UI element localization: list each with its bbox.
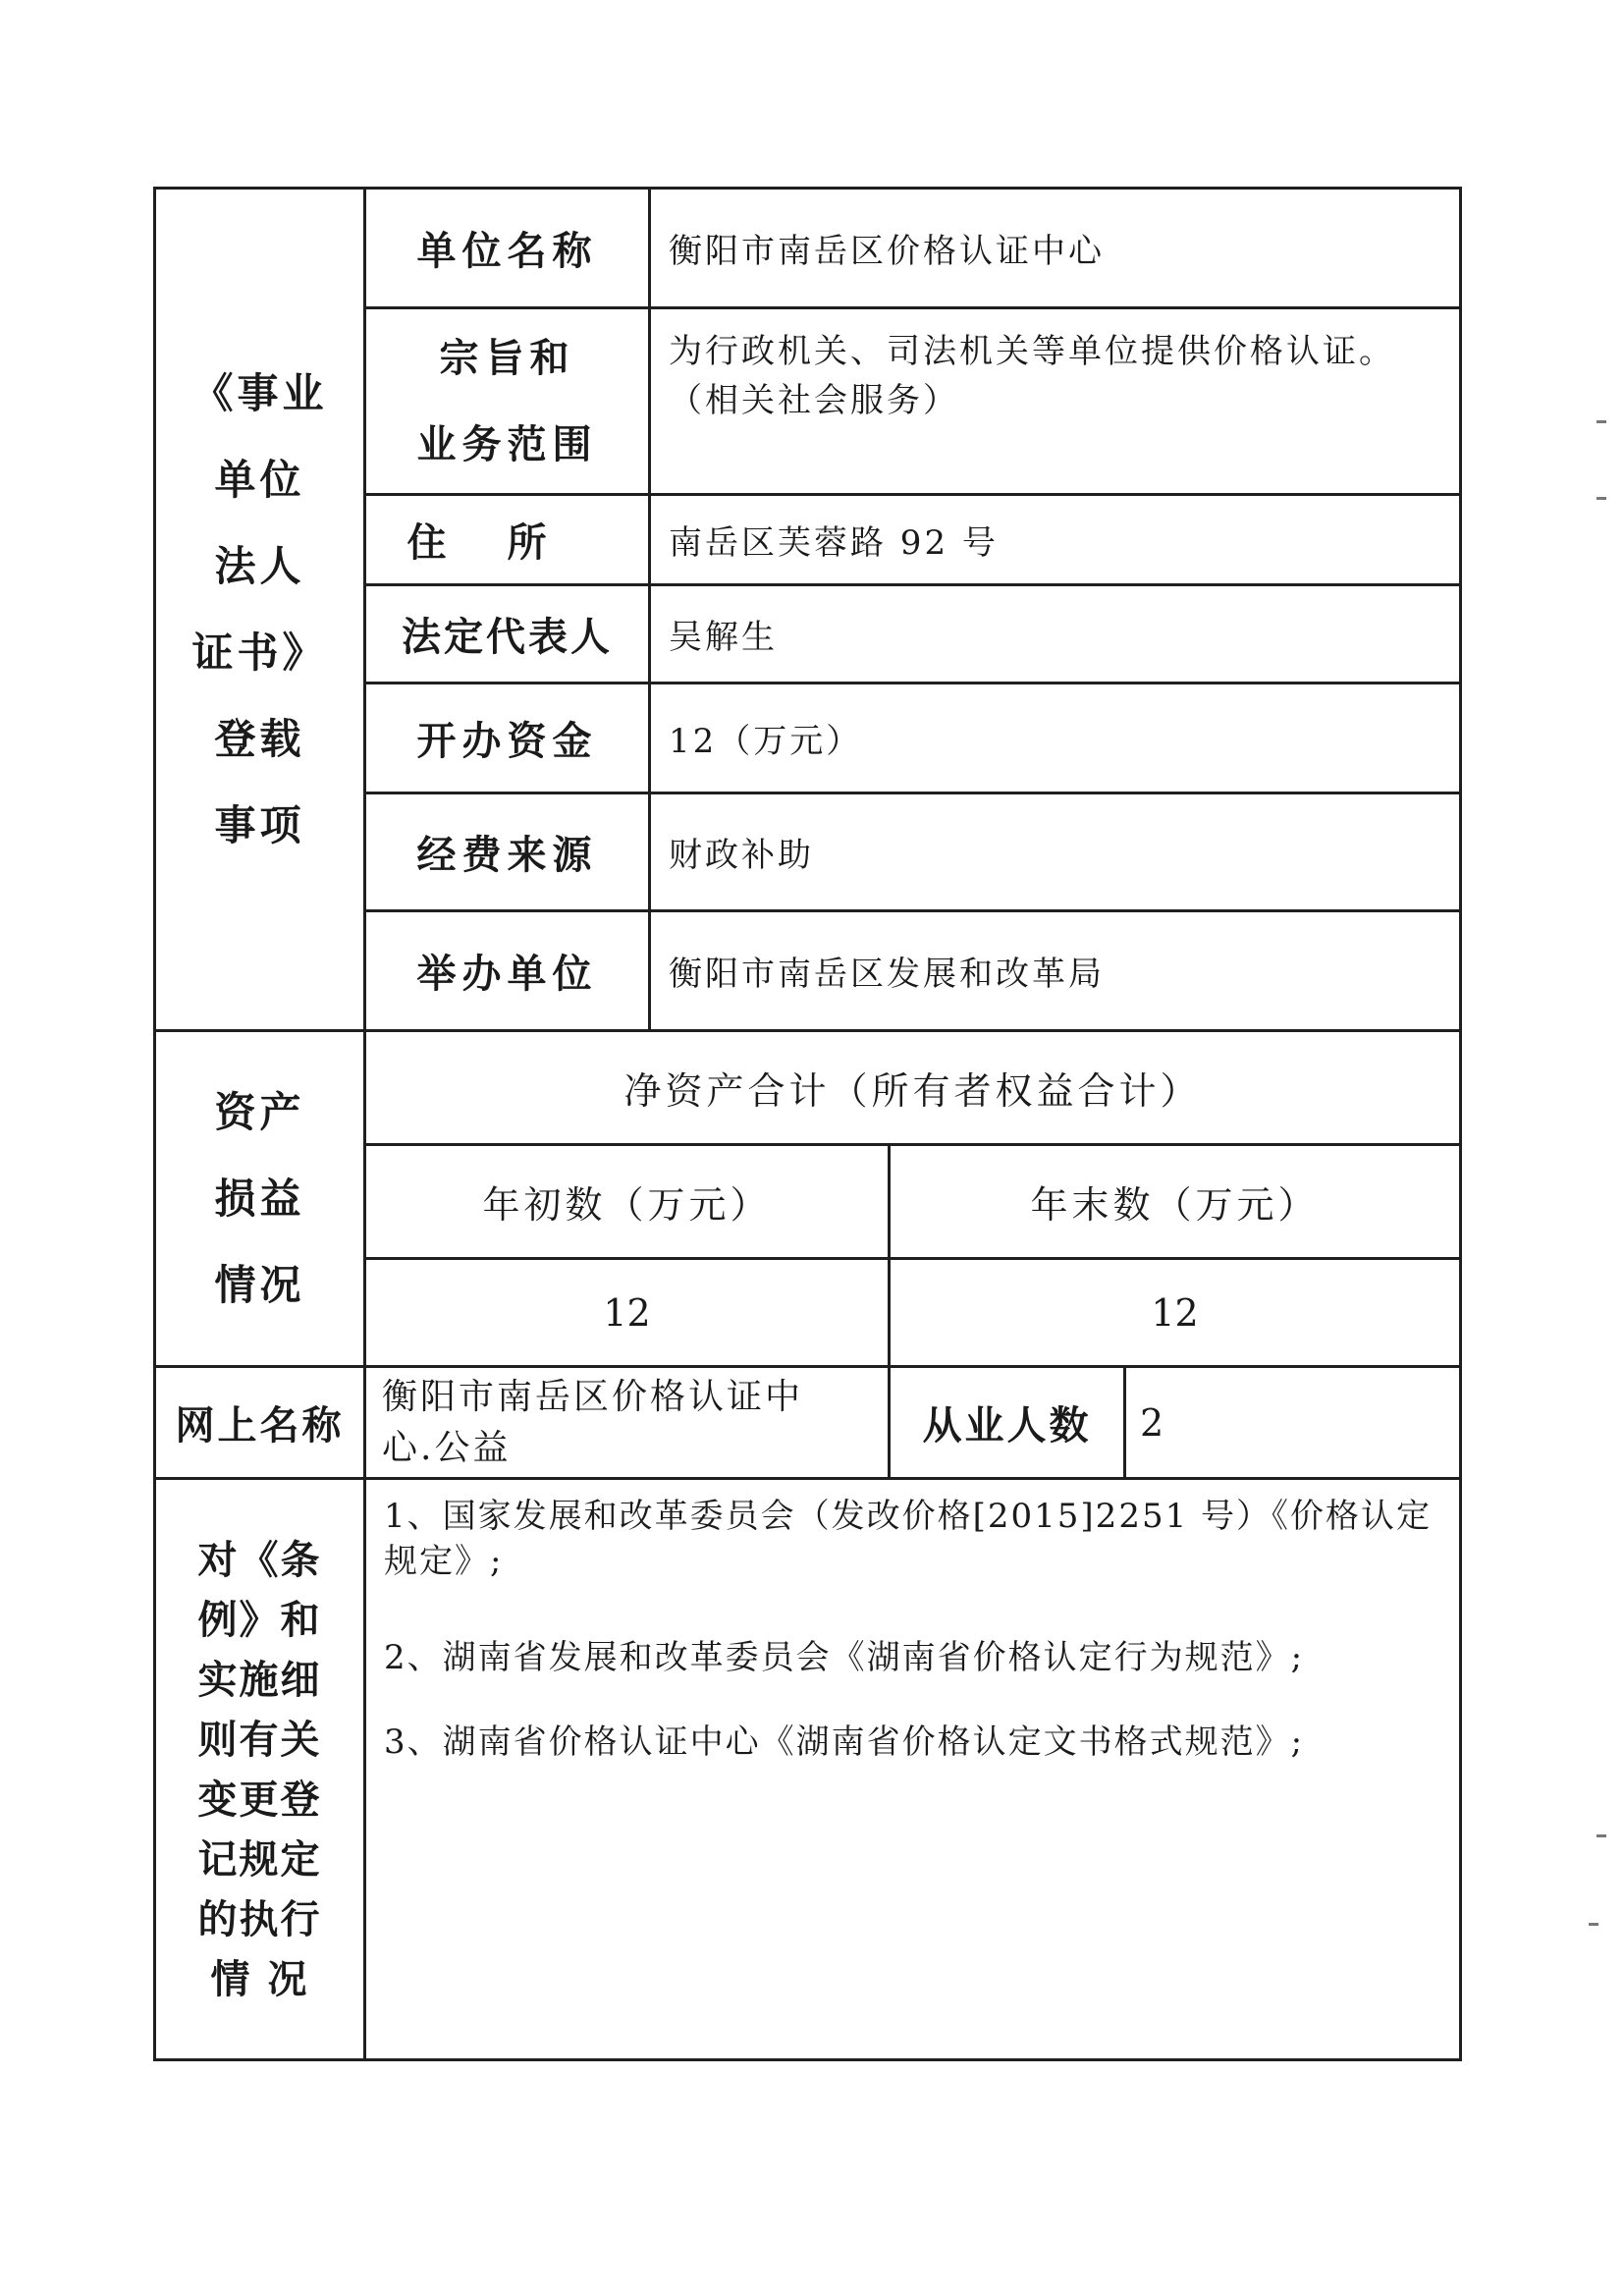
assets-section-title [155, 1031, 365, 1367]
end-year-label: 年末数（万元） [890, 1145, 1461, 1259]
scan-mark [1597, 1834, 1606, 1837]
value-legal-rep: 吴解生 [650, 585, 1461, 683]
title-line: 损益 [214, 1174, 305, 1223]
registration-section-title [155, 189, 365, 1031]
label-address: 住所 [365, 495, 650, 585]
title-line: 情况 [214, 1260, 305, 1309]
label-line: 业务范围 [416, 420, 598, 467]
title-line: 则有关 [197, 1716, 322, 1763]
label-purpose-scope [365, 308, 650, 495]
row-online-name [155, 1367, 1461, 1479]
regulations-content [365, 1479, 1461, 2060]
row-regulations [155, 1479, 1461, 2060]
row-unit-name [155, 189, 1461, 308]
title-line: 记规定 [197, 1835, 322, 1883]
title-line: 的执行 [197, 1895, 322, 1942]
title-line: 实施细 [197, 1656, 322, 1703]
value-line: 为行政机关、司法机关等单位提供价格认证。 [669, 332, 1395, 371]
registration-form-table [153, 187, 1462, 2061]
value-staff-count: 2 [1125, 1367, 1461, 1479]
value-line: 衡阳市南岳区价格认证中 [382, 1376, 804, 1417]
label-capital: 开办资金 [365, 683, 650, 793]
regulation-item: 2、湖南省发展和改革委员会《湖南省价格认定行为规范》; [384, 1638, 1305, 1677]
title-line: 单位 [214, 455, 305, 504]
scan-mark [1597, 497, 1606, 500]
label-unit-name: 单位名称 [365, 189, 650, 308]
title-line: 情 况 [210, 1955, 309, 2002]
regulation-item: 1、国家发展和改革委员会（发改价格[2015]2251 号）《价格认定规定》; [384, 1497, 1433, 1581]
value-purpose-scope [650, 308, 1461, 495]
scan-mark [1597, 420, 1606, 423]
title-line: 变更登 [197, 1776, 322, 1823]
value-address: 南岳区芙蓉路 92 号 [650, 495, 1461, 585]
label-online-name: 网上名称 [155, 1367, 365, 1479]
row-net-assets-header [155, 1031, 1461, 1145]
label-sponsor: 举办单位 [365, 911, 650, 1031]
regulations-section-title [155, 1479, 365, 2060]
regulation-item: 3、湖南省价格认证中心《湖南省价格认定文书格式规范》; [384, 1722, 1305, 1762]
value-capital: 12（万元） [650, 683, 1461, 793]
begin-year-label: 年初数（万元） [365, 1145, 890, 1259]
label-funding-source: 经费来源 [365, 793, 650, 911]
title-line: 登载 [214, 714, 305, 763]
scan-mark [1589, 1923, 1598, 1926]
value-unit-name: 衡阳市南岳区价格认证中心 [650, 189, 1461, 308]
label-legal-rep: 法定代表人 [365, 585, 650, 683]
value-funding-source: 财政补助 [650, 793, 1461, 911]
title-line: 例》和 [197, 1596, 322, 1643]
label-staff-count: 从业人数 [890, 1367, 1125, 1479]
end-year-value: 12 [890, 1259, 1461, 1367]
value-line: 心.公益 [382, 1427, 512, 1468]
label-line: 宗旨和 [439, 334, 575, 381]
title-line: 《事业 [191, 368, 328, 417]
title-line: 法人 [214, 541, 305, 590]
title-line: 证书》 [191, 628, 328, 677]
title-line: 对《条 [197, 1536, 322, 1583]
value-online-name [365, 1367, 890, 1479]
begin-year-value: 12 [365, 1259, 890, 1367]
value-line: （相关社会服务） [669, 381, 959, 420]
title-line: 事项 [214, 800, 305, 849]
title-line: 资产 [214, 1087, 305, 1136]
value-sponsor: 衡阳市南岳区发展和改革局 [650, 911, 1461, 1031]
net-assets-header: 净资产合计（所有者权益合计） [365, 1031, 1461, 1145]
